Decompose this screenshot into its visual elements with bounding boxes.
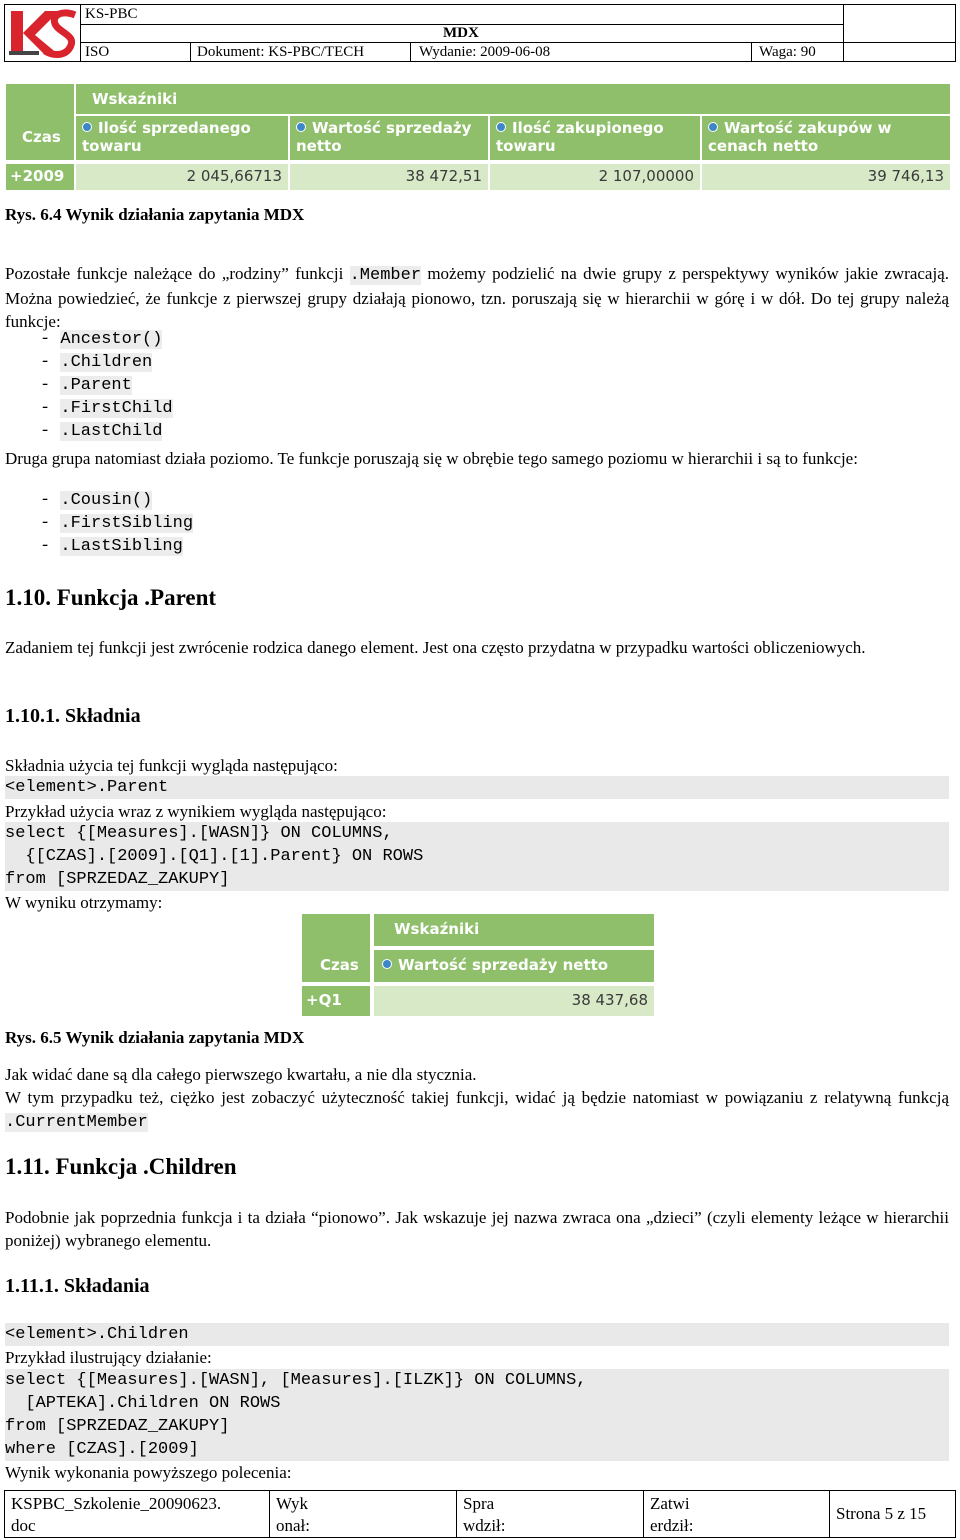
inline-code: .Member bbox=[349, 266, 422, 285]
code-block: <element>.Parent bbox=[5, 776, 949, 799]
header-divider bbox=[751, 42, 752, 61]
paragraph: Składnia użycia tej funkcji wygląda następująco: bbox=[5, 756, 338, 775]
measures-group-header: Wskaźniki bbox=[374, 914, 654, 946]
table-cell: 38 437,68 bbox=[374, 986, 654, 1016]
inline-code: .CurrentMember bbox=[5, 1113, 148, 1132]
header-divider bbox=[80, 42, 955, 43]
code-block: select {[Measures].[WASN], [Measures].[ILZK]} ON COLUMNS, [APTEKA].Children ON ROWS from [SPRZEDAZ_ZAKUPY] where [CZAS].[2009] bbox=[5, 1369, 949, 1461]
section-heading: 1.11. Funkcja .Children bbox=[5, 1154, 237, 1179]
header-divider bbox=[410, 42, 411, 61]
figure-caption: Rys. 6.5 Wynik działania zapytania MDX bbox=[5, 1028, 305, 1047]
footer-page-number: Strona 5 z 15 bbox=[836, 1504, 927, 1523]
header-document: Dokument: KS-PBC/TECH bbox=[197, 44, 365, 60]
table-cell: 2 107,00000 bbox=[490, 164, 700, 190]
measure-bullet-icon bbox=[496, 122, 506, 132]
table-cell: 38 472,51 bbox=[290, 164, 488, 190]
header-weight: Waga: 90 bbox=[759, 44, 816, 60]
measures-group-header: Wskaźniki bbox=[76, 84, 950, 114]
measure-bullet-icon bbox=[708, 122, 718, 132]
header-divider bbox=[843, 5, 844, 61]
paragraph: Zadaniem tej funkcji jest zwrócenie rodzica danego element. Jest ona często przydatna w przypadku wartości obliczeniowych. bbox=[5, 638, 866, 657]
page-header bbox=[4, 4, 956, 62]
paragraph: Pozostałe funkcje należące do „rodziny” funkcji .Member możemy podzielić na dwie grupy z perspektywy wyników jakie zwracają. Można powiedzieć, że funkcje z pierwszej grupy działają pionowo, tzn. poruszają się w hierarchii w górę i w dół. Do tej grupy należą funkcje: bbox=[5, 264, 949, 331]
column-header: Ilość zakupionego towaru bbox=[490, 116, 700, 160]
paragraph: Jak widać dane są dla całego pierwszego kwartału, a nie dla stycznia. bbox=[5, 1065, 477, 1084]
header-divider bbox=[80, 24, 844, 25]
list-item: - .Cousin() bbox=[40, 491, 153, 510]
code-block: select {[Measures].[WASN]} ON COLUMNS, {[CZAS].[2009].[Q1].[1].Parent} ON ROWS from [SPRZEDAZ_ZAKUPY] bbox=[5, 822, 949, 891]
list-item: - .Children bbox=[40, 353, 153, 372]
figure-caption: Rys. 6.4 Wynik działania zapytania MDX bbox=[5, 205, 305, 224]
olap-result-table-1 bbox=[6, 84, 950, 192]
page-footer bbox=[4, 1490, 956, 1538]
paragraph: W tym przypadku też, ciężko jest zobaczyć użyteczność takiej funkcji, widać ją będzie natomiast w powiązaniu z relatywną funkcją .CurrentMember bbox=[5, 1088, 949, 1132]
footer-checked: Spra wdził: bbox=[457, 1491, 644, 1537]
header-title: MDX bbox=[443, 25, 479, 41]
subsection-heading: 1.11.1. Składania bbox=[5, 1275, 150, 1297]
measure-bullet-icon bbox=[82, 122, 92, 132]
column-header: Wartość zakupów w cenach netto bbox=[702, 116, 950, 160]
footer-filename: KSPBC_Szkolenie_20090623. doc bbox=[5, 1491, 270, 1537]
column-header: Wartość sprzedaży netto bbox=[374, 950, 654, 982]
measure-bullet-icon bbox=[296, 122, 306, 132]
row-member-2009[interactable]: +2009 bbox=[6, 164, 74, 190]
list-item: - Ancestor() bbox=[40, 330, 163, 349]
header-company: KS-PBC bbox=[85, 6, 138, 22]
row-dimension-header: Czas bbox=[6, 122, 74, 160]
list-item: - .Parent bbox=[40, 376, 132, 395]
row-dimension-header: Czas bbox=[302, 950, 370, 982]
footer-author: Wyk onał: bbox=[270, 1491, 457, 1537]
table-cell: 2 045,66713 bbox=[76, 164, 288, 190]
table-cell: 39 746,13 bbox=[702, 164, 950, 190]
column-header: Wartość sprzedaży netto bbox=[290, 116, 488, 160]
header-divider bbox=[190, 42, 191, 61]
header-iso: ISO bbox=[85, 44, 110, 60]
code-block: <element>.Children bbox=[5, 1323, 949, 1346]
paragraph: Podobnie jak poprzednia funkcja i ta działa “pionowo”. Jak wskazuje jej nazwa zwraca ona „dzieci” (czyli elementy leżące w hierarchii poniżej) wybranego elementu. bbox=[5, 1208, 949, 1250]
measure-bullet-icon bbox=[382, 959, 392, 969]
row-member-q1[interactable]: +Q1 bbox=[302, 986, 370, 1016]
subsection-heading: 1.10.1. Składnia bbox=[5, 705, 141, 727]
list-item: - .LastChild bbox=[40, 422, 163, 441]
list-item: - .FirstChild bbox=[40, 399, 173, 418]
paragraph: Wynik wykonania powyższego polecenia: bbox=[5, 1463, 292, 1482]
paragraph: Druga grupa natomiast działa poziomo. Te funkcje poruszają się w obrębie tego samego poziomu w hierarchii i są to funkcje: bbox=[5, 449, 858, 468]
ks-logo-icon bbox=[5, 5, 80, 61]
header-edition: Wydanie: 2009-06-08 bbox=[419, 44, 551, 60]
list-item: - .LastSibling bbox=[40, 537, 183, 556]
list-item: - .FirstSibling bbox=[40, 514, 194, 533]
company-logo bbox=[5, 5, 81, 61]
column-header: Ilość sprzedanego towaru bbox=[76, 116, 288, 160]
paragraph: Przykład użycia wraz z wynikiem wygląda następująco: bbox=[5, 802, 387, 821]
paragraph: W wyniku otrzymamy: bbox=[5, 893, 163, 912]
section-heading: 1.10. Funkcja .Parent bbox=[5, 585, 217, 610]
paragraph: Przykład ilustrujący działanie: bbox=[5, 1348, 212, 1367]
footer-approved: Zatwi erdził: bbox=[644, 1491, 830, 1537]
olap-result-table-2 bbox=[302, 914, 654, 1016]
